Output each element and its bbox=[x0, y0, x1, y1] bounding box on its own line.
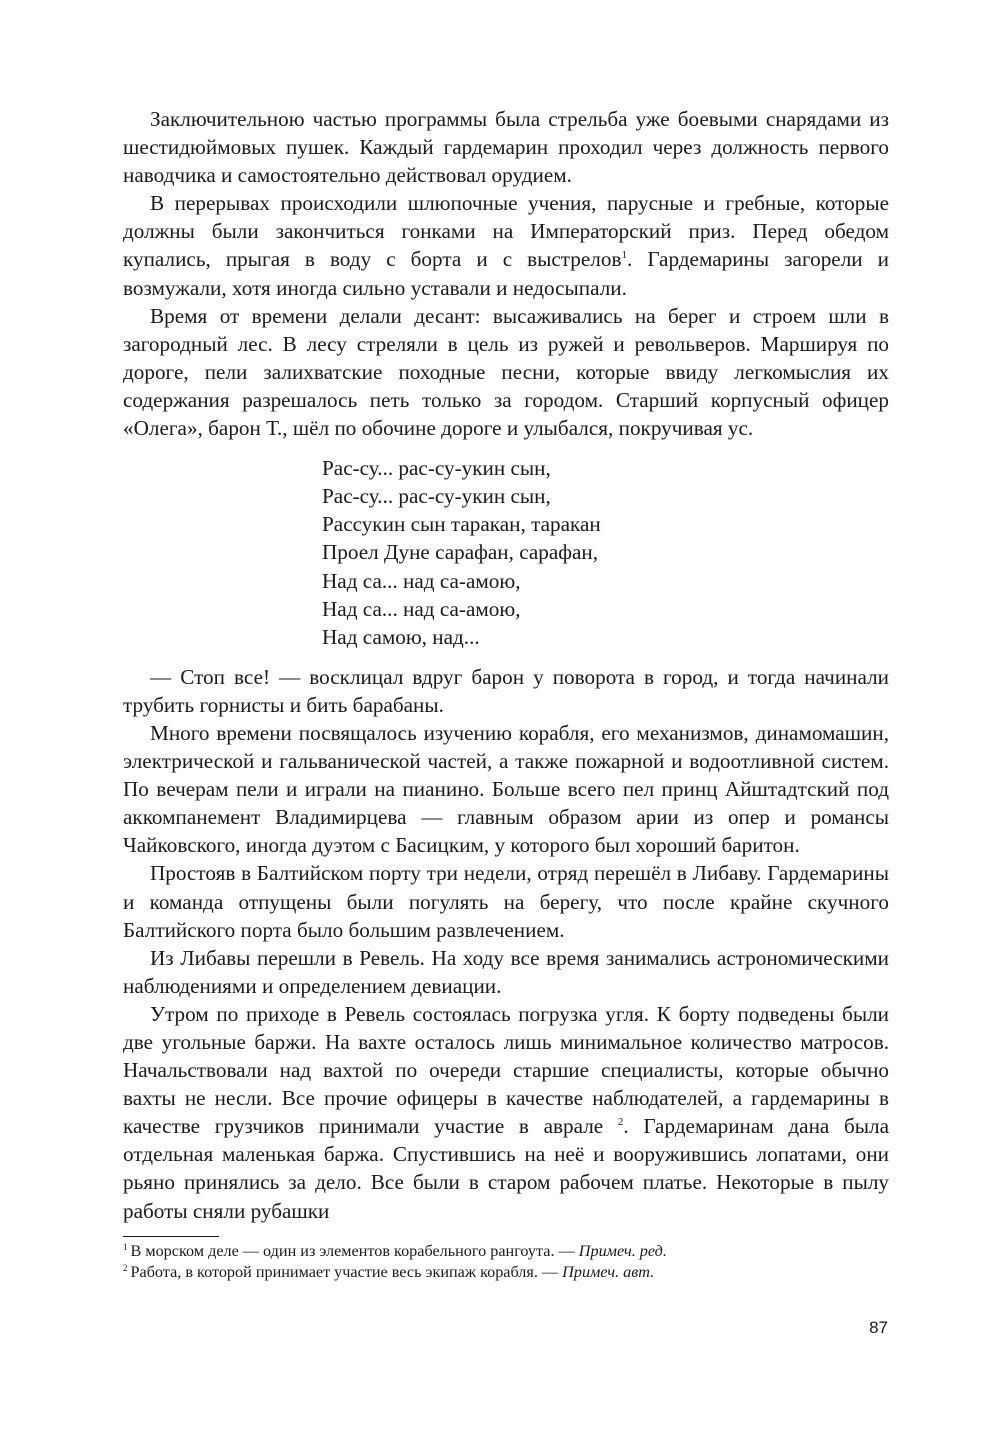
verse-line: Рас-су... рас-су-укин сын, bbox=[322, 456, 551, 481]
footnote-number: 2 bbox=[123, 1262, 128, 1273]
song-verse bbox=[322, 454, 889, 651]
footnotes bbox=[123, 1241, 889, 1283]
paragraph-baltic-port: Простояв в Балтийском порту три недели, отряд перешёл в Либаву. Гардемарины и команда отпущены были погулять на берегу, что после крайне скучного Балтийского порта было большим развлечением. bbox=[123, 861, 889, 942]
footnote-1 bbox=[123, 1241, 889, 1262]
verse-line: Рас-су... рас-су-укин сын, bbox=[322, 484, 551, 509]
paragraph-stop-all: — Стоп все! — восклицал вдруг барон у поворота в город, и тогда начинали трубить горнисты и бить барабаны. bbox=[123, 664, 889, 717]
paragraph-ship-study: Много времени посвящалось изучению корабля, его механизмов, динамомашин, электрической и гальванической частей, а также пожарной и водоотливной систем. По вечерам пели и играли на пианино. Больше всего пел принц Айштадтский под аккомпанемент Владимирцева — главным образом арии из опер и романсы Чайковского, иногда дуэтом с Басицким, у которого был хороший баритон. bbox=[123, 720, 889, 858]
paragraph-boat-drills bbox=[123, 189, 889, 301]
paragraph-firing-program: Заключительною частью программы была стрельба уже боевыми снарядами из шестидюймовых пушек. Каждый гардемарин проходил через должность первого наводчика и самостоятельно действовал орудием. bbox=[123, 107, 889, 188]
footnote-2 bbox=[123, 1262, 889, 1283]
footnote-attribution: Примеч. ред. bbox=[578, 1242, 667, 1260]
paragraph-text: . Гардемаринам дана была отдельная маленькая баржа. Спустившись на неё и вооружившись лопатами, они рьяно принялись за дело. Все были в старом рабочем платье. Некоторые в пылу работы сняли рубашки bbox=[123, 1114, 889, 1223]
verse-line: Проел Дуне сарафан, сарафан, bbox=[322, 540, 599, 565]
page-body bbox=[123, 105, 889, 1225]
footnote-attribution: Примеч. авт. bbox=[562, 1263, 655, 1281]
verse-line: Над са... над са-амою, bbox=[322, 596, 521, 621]
paragraph-coal-loading bbox=[123, 1000, 889, 1225]
footnote-number: 1 bbox=[123, 1241, 128, 1252]
footnote-ref-1[interactable]: 1 bbox=[621, 249, 627, 262]
footnote-ref-2[interactable]: 2 bbox=[617, 1116, 624, 1129]
paragraph-libau-reval: Из Либавы перешли в Ревель. На ходу все время занимались астрономическими наблюдениями и определением девиации. bbox=[123, 945, 889, 998]
paragraph-text: В перерывах происходили шлюпочные учения, парусные и гребные, которые должны были закончиться гонками на Императорский приз. Перед обедом купались, прыгая в воду с борта и с выстрелов bbox=[123, 191, 889, 272]
verse-line: Над са... над са-амою, bbox=[322, 568, 521, 593]
paragraph-text: . Гардемарины загорели и возмужали, хотя иногда сильно уставали и недосыпали. bbox=[123, 247, 889, 300]
paragraph-text: Утром по приходе в Ревель состоялась погрузка угля. К борту подведены были две угольные баржи. На вахте осталось лишь минимальное количество матросов. Начальствовали над вахтой по очереди старшие специалисты, которые обычно вахты не несли. Все прочие офицеры в качестве наблюдателей, а гардемарины в качестве грузчиков принимали участие в аврале bbox=[123, 1001, 889, 1139]
verse-line: Над самою, над... bbox=[322, 624, 480, 649]
paragraph-landing-party: Время от времени делали десант: высаживались на берег и строем шли в загородный лес. В лесу стреляли в цель из ружей и револьверов. Маршируя по дороге, пели залихватские походные песни, которые ввиду легкомыслия их содержания разрешалось петь только за городом. Старший корпусный офицер «Олега», барон Т., шёл по обочине дороге и улыбался, покручивая ус. bbox=[123, 303, 889, 441]
footnote-divider bbox=[123, 1236, 219, 1237]
footnote-text: В морском деле — один из элементов корабельного рангоута. — bbox=[130, 1242, 579, 1260]
footnote-text: Работа, в которой принимает участие весь экипаж корабля. — bbox=[130, 1263, 563, 1281]
verse-line: Рассукин сын таракан, таракан bbox=[322, 512, 601, 537]
page-number: 87 bbox=[869, 1318, 888, 1337]
